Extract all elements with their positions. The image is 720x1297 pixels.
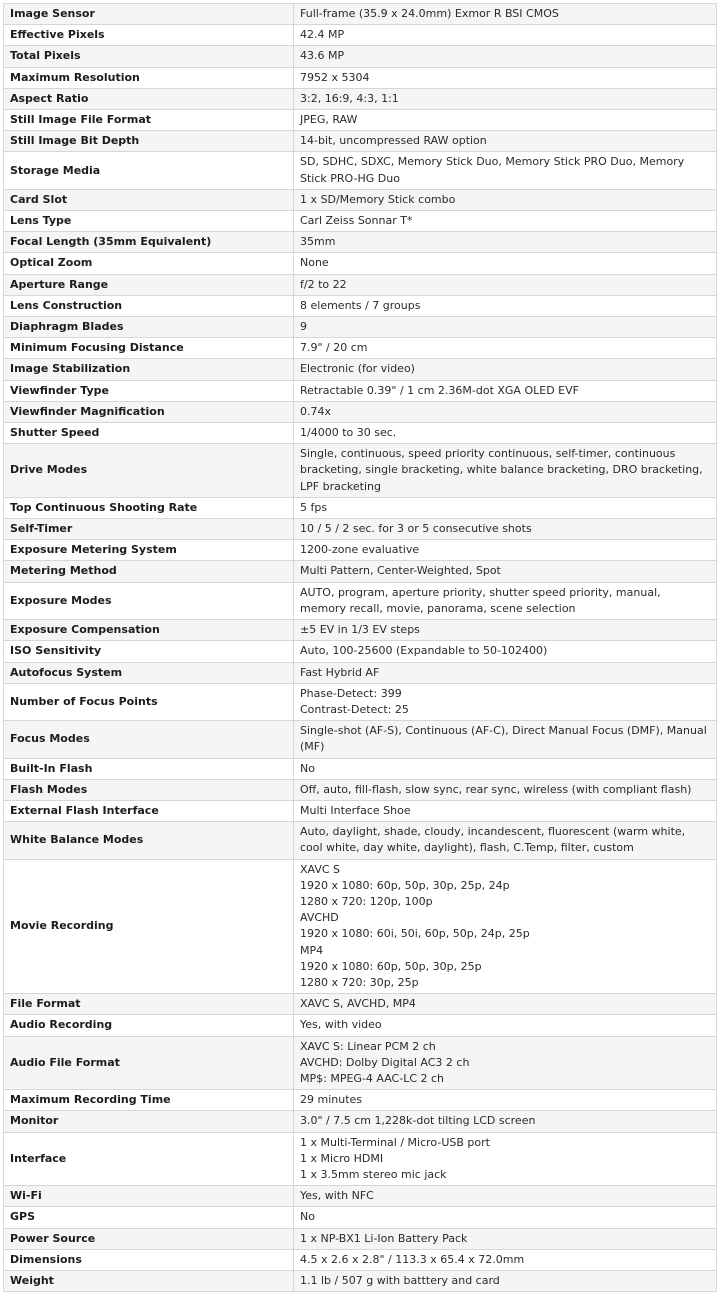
spec-row <box>4 641 717 662</box>
spec-label: Image Sensor <box>4 4 294 25</box>
spec-label: White Balance Modes <box>4 822 294 859</box>
spec-value-line: 1.1 lb / 507 g with batttery and card <box>300 1274 500 1287</box>
spec-row <box>4 253 717 274</box>
spec-value-line: 7952 x 5304 <box>300 70 370 84</box>
spec-value <box>294 46 717 67</box>
spec-row <box>4 519 717 540</box>
spec-label: Flash Modes <box>4 779 294 800</box>
spec-row <box>4 401 717 422</box>
spec-value-line: XAVC S, AVCHD, MP4 <box>300 997 416 1011</box>
spec-label: Autofocus System <box>4 662 294 683</box>
spec-value <box>294 519 717 540</box>
spec-value <box>294 380 717 401</box>
spec-label: Storage Media <box>4 152 294 189</box>
spec-value <box>294 758 717 779</box>
spec-value <box>294 582 717 619</box>
spec-value <box>294 1207 717 1228</box>
spec-value-line: Phase-Detect: 399 <box>300 686 402 700</box>
spec-value-line: 5 fps <box>300 500 328 514</box>
spec-label: Top Continuous Shooting Rate <box>4 497 294 518</box>
spec-value-line: 9 <box>300 320 307 334</box>
spec-value-line: Auto, 100-25600 (Expandable to 50-102400) <box>300 644 548 658</box>
spec-value <box>294 25 717 46</box>
spec-label: Lens Type <box>4 211 294 232</box>
spec-value <box>294 1111 717 1132</box>
spec-row <box>4 444 717 498</box>
spec-value-line: 1280 x 720: 120p, 100p <box>300 894 433 908</box>
spec-row <box>4 152 717 189</box>
spec-label: Dimensions <box>4 1249 294 1270</box>
spec-row <box>4 1036 717 1090</box>
spec-value-line: None <box>300 256 329 270</box>
spec-label: Wi-Fi <box>4 1186 294 1207</box>
spec-value <box>294 232 717 253</box>
spec-value <box>294 1015 717 1036</box>
spec-value-line: 1920 x 1080: 60p, 50p, 30p, 25p <box>300 959 482 973</box>
spec-value <box>294 4 717 25</box>
spec-value-line: 29 minutes <box>300 1093 363 1107</box>
spec-value-line: Full-frame (35.9 x 24.0mm) Exmor R BSI CMOS <box>300 7 559 20</box>
spec-row <box>4 295 717 316</box>
spec-label: Audio File Format <box>4 1036 294 1090</box>
spec-label: Aspect Ratio <box>4 88 294 109</box>
spec-label: Still Image Bit Depth <box>4 131 294 152</box>
spec-value-line: Yes, with video <box>300 1018 382 1032</box>
spec-value-line: ±5 EV in 1/3 EV steps <box>300 623 420 637</box>
spec-value <box>294 295 717 316</box>
spec-value-line: 1 x 3.5mm stereo mic jack <box>300 1167 447 1181</box>
spec-row <box>4 423 717 444</box>
spec-value <box>294 1249 717 1270</box>
spec-value-line: Fast Hybrid AF <box>300 665 380 679</box>
spec-table <box>3 3 717 1292</box>
spec-row <box>4 110 717 131</box>
spec-value-line: 10 / 5 / 2 sec. for 3 or 5 consecutive shots <box>300 522 532 536</box>
spec-row <box>4 25 717 46</box>
spec-label: Exposure Compensation <box>4 620 294 641</box>
spec-value <box>294 1271 717 1292</box>
spec-value-line: 1920 x 1080: 60i, 50i, 60p, 50p, 24p, 25p <box>300 927 530 941</box>
spec-label: External Flash Interface <box>4 800 294 821</box>
spec-row <box>4 540 717 561</box>
spec-label: Focal Length (35mm Equivalent) <box>4 232 294 253</box>
spec-value-line: 1280 x 720: 30p, 25p <box>300 975 419 989</box>
spec-row <box>4 561 717 582</box>
spec-value <box>294 540 717 561</box>
spec-value <box>294 497 717 518</box>
spec-value <box>294 401 717 422</box>
spec-label: Focus Modes <box>4 721 294 758</box>
spec-value-line: 1 x Micro HDMI <box>300 1151 384 1165</box>
spec-label: GPS <box>4 1207 294 1228</box>
spec-value-line: No <box>300 1210 315 1224</box>
spec-value-line: 8 elements / 7 groups <box>300 298 421 312</box>
spec-value-line: 3.0" / 7.5 cm 1,228k-dot tilting LCD screen <box>300 1114 536 1128</box>
spec-value-line: 4.5 x 2.6 x 2.8" / 113.3 x 65.4 x 72.0mm <box>300 1252 525 1266</box>
spec-row <box>4 1249 717 1270</box>
spec-row <box>4 1228 717 1249</box>
spec-label: Image Stabilization <box>4 359 294 380</box>
spec-value-line: MP$: MPEG-4 AAC-LC 2 ch <box>300 1071 445 1085</box>
spec-label: Power Source <box>4 1228 294 1249</box>
spec-row <box>4 497 717 518</box>
spec-row <box>4 46 717 67</box>
spec-row <box>4 1090 717 1111</box>
spec-value-line: 0.74x <box>300 404 332 418</box>
spec-value <box>294 152 717 189</box>
spec-value <box>294 88 717 109</box>
spec-row <box>4 131 717 152</box>
spec-value-line: 7.9" / 20 cm <box>300 341 368 355</box>
spec-value-line: 3:2, 16:9, 4:3, 1:1 <box>300 91 399 105</box>
spec-value <box>294 822 717 859</box>
spec-label: Total Pixels <box>4 46 294 67</box>
spec-value-line: 43.6 MP <box>300 49 345 63</box>
spec-row <box>4 338 717 359</box>
spec-value-line: AUTO, program, aperture priority, shutter speed priority, manual, memory recall, movie, panorama, scene selection <box>300 585 661 615</box>
spec-value <box>294 683 717 720</box>
spec-row <box>4 189 717 210</box>
spec-value <box>294 317 717 338</box>
spec-value <box>294 641 717 662</box>
spec-value-line: Yes, with NFC <box>300 1189 374 1203</box>
spec-row <box>4 380 717 401</box>
spec-row <box>4 1015 717 1036</box>
spec-label: Self-Timer <box>4 519 294 540</box>
spec-row <box>4 359 717 380</box>
spec-value <box>294 253 717 274</box>
spec-row <box>4 859 717 994</box>
spec-value-line: SD, SDHC, SDXC, Memory Stick Duo, Memory Stick PRO Duo, Memory Stick PRO-HG Duo <box>300 155 685 185</box>
spec-value <box>294 131 717 152</box>
spec-value-line: Contrast-Detect: 25 <box>300 702 409 716</box>
spec-table-body <box>4 4 717 1292</box>
spec-value-line: 1 x NP-BX1 Li-Ion Battery Pack <box>300 1231 468 1245</box>
spec-row <box>4 1111 717 1132</box>
spec-label: Optical Zoom <box>4 253 294 274</box>
spec-row <box>4 1186 717 1207</box>
spec-value-line: XAVC S: Linear PCM 2 ch <box>300 1039 436 1053</box>
spec-label: Minimum Focusing Distance <box>4 338 294 359</box>
spec-row <box>4 620 717 641</box>
spec-value <box>294 211 717 232</box>
spec-row <box>4 88 717 109</box>
spec-label: Drive Modes <box>4 444 294 498</box>
spec-value-line: Carl Zeiss Sonnar T* <box>300 214 413 228</box>
spec-row <box>4 779 717 800</box>
spec-value <box>294 274 717 295</box>
spec-label: Audio Recording <box>4 1015 294 1036</box>
spec-row <box>4 232 717 253</box>
spec-label: Lens Construction <box>4 295 294 316</box>
spec-value-line: 1920 x 1080: 60p, 50p, 30p, 25p, 24p <box>300 878 510 892</box>
spec-value <box>294 338 717 359</box>
spec-value-line: AVCHD: Dolby Digital AC3 2 ch <box>300 1055 470 1069</box>
spec-label: Viewfinder Magnification <box>4 401 294 422</box>
spec-value <box>294 1186 717 1207</box>
spec-label: File Format <box>4 994 294 1015</box>
spec-row <box>4 67 717 88</box>
spec-label: Maximum Recording Time <box>4 1090 294 1111</box>
spec-value <box>294 561 717 582</box>
spec-label: Monitor <box>4 1111 294 1132</box>
spec-row <box>4 1207 717 1228</box>
spec-label: Maximum Resolution <box>4 67 294 88</box>
spec-row <box>4 721 717 758</box>
spec-value <box>294 1090 717 1111</box>
spec-row <box>4 582 717 619</box>
spec-label: Metering Method <box>4 561 294 582</box>
spec-value <box>294 67 717 88</box>
spec-row <box>4 1132 717 1186</box>
spec-value-line: XAVC S <box>300 862 341 876</box>
spec-value <box>294 359 717 380</box>
spec-value-line: f/2 to 22 <box>300 277 347 291</box>
spec-value-line: Single, continuous, speed priority continuous, self-timer, continuous bracketing, single bracketing, white balance bracketing, DRO bracketing, LPF bracketing <box>300 447 703 493</box>
spec-value-line: Auto, daylight, shade, cloudy, incandescent, fluorescent (warm white, cool white, day white, daylight), flash, C.Temp, filter, custom <box>300 825 686 855</box>
spec-label: Exposure Modes <box>4 582 294 619</box>
spec-row <box>4 758 717 779</box>
spec-value-line: JPEG, RAW <box>300 113 358 127</box>
spec-row <box>4 211 717 232</box>
spec-value <box>294 859 717 994</box>
spec-row <box>4 274 717 295</box>
spec-label: Built-In Flash <box>4 758 294 779</box>
spec-label: Number of Focus Points <box>4 683 294 720</box>
spec-label: Interface <box>4 1132 294 1186</box>
spec-value <box>294 1228 717 1249</box>
spec-value-line: Multi Interface Shoe <box>300 803 411 817</box>
spec-label: Weight <box>4 1271 294 1292</box>
spec-label: Still Image File Format <box>4 110 294 131</box>
spec-row <box>4 4 717 25</box>
spec-label: Viewfinder Type <box>4 380 294 401</box>
spec-value <box>294 620 717 641</box>
spec-row <box>4 662 717 683</box>
spec-value-line: Multi Pattern, Center-Weighted, Spot <box>300 564 501 578</box>
spec-label: Shutter Speed <box>4 423 294 444</box>
spec-label: Effective Pixels <box>4 25 294 46</box>
spec-value <box>294 662 717 683</box>
spec-value <box>294 423 717 444</box>
spec-label: Exposure Metering System <box>4 540 294 561</box>
spec-label: Diaphragm Blades <box>4 317 294 338</box>
spec-value <box>294 1132 717 1186</box>
spec-value <box>294 110 717 131</box>
spec-row <box>4 1271 717 1292</box>
spec-value-line: 1200-zone evaluative <box>300 543 420 557</box>
spec-value-line: No <box>300 761 315 775</box>
spec-value-line: 1 x Multi-Terminal / Micro-USB port <box>300 1135 490 1149</box>
spec-label: Aperture Range <box>4 274 294 295</box>
spec-value-line: Single-shot (AF-S), Continuous (AF-C), Direct Manual Focus (DMF), Manual (MF) <box>300 724 707 754</box>
spec-row <box>4 822 717 859</box>
spec-value-line: 1 x SD/Memory Stick combo <box>300 192 456 206</box>
spec-value <box>294 444 717 498</box>
spec-value <box>294 721 717 758</box>
spec-row <box>4 683 717 720</box>
spec-value-line: 1/4000 to 30 sec. <box>300 426 397 440</box>
spec-value-line: 35mm <box>300 235 336 249</box>
spec-label: Card Slot <box>4 189 294 210</box>
spec-row <box>4 800 717 821</box>
spec-row <box>4 994 717 1015</box>
spec-value-line: MP4 <box>300 943 324 957</box>
spec-value-line: Electronic (for video) <box>300 362 415 376</box>
spec-value-line: 42.4 MP <box>300 28 345 42</box>
spec-value-line: Off, auto, fill-flash, slow sync, rear sync, wireless (with compliant flash) <box>300 782 692 796</box>
spec-value <box>294 189 717 210</box>
spec-label: Movie Recording <box>4 859 294 994</box>
spec-value-line: AVCHD <box>300 911 339 925</box>
spec-value <box>294 779 717 800</box>
spec-row <box>4 317 717 338</box>
spec-value <box>294 800 717 821</box>
spec-value <box>294 1036 717 1090</box>
spec-label: ISO Sensitivity <box>4 641 294 662</box>
spec-value-line: Retractable 0.39" / 1 cm 2.36M-dot XGA OLED EVF <box>300 383 579 397</box>
spec-value <box>294 994 717 1015</box>
spec-value-line: 14-bit, uncompressed RAW option <box>300 134 487 148</box>
